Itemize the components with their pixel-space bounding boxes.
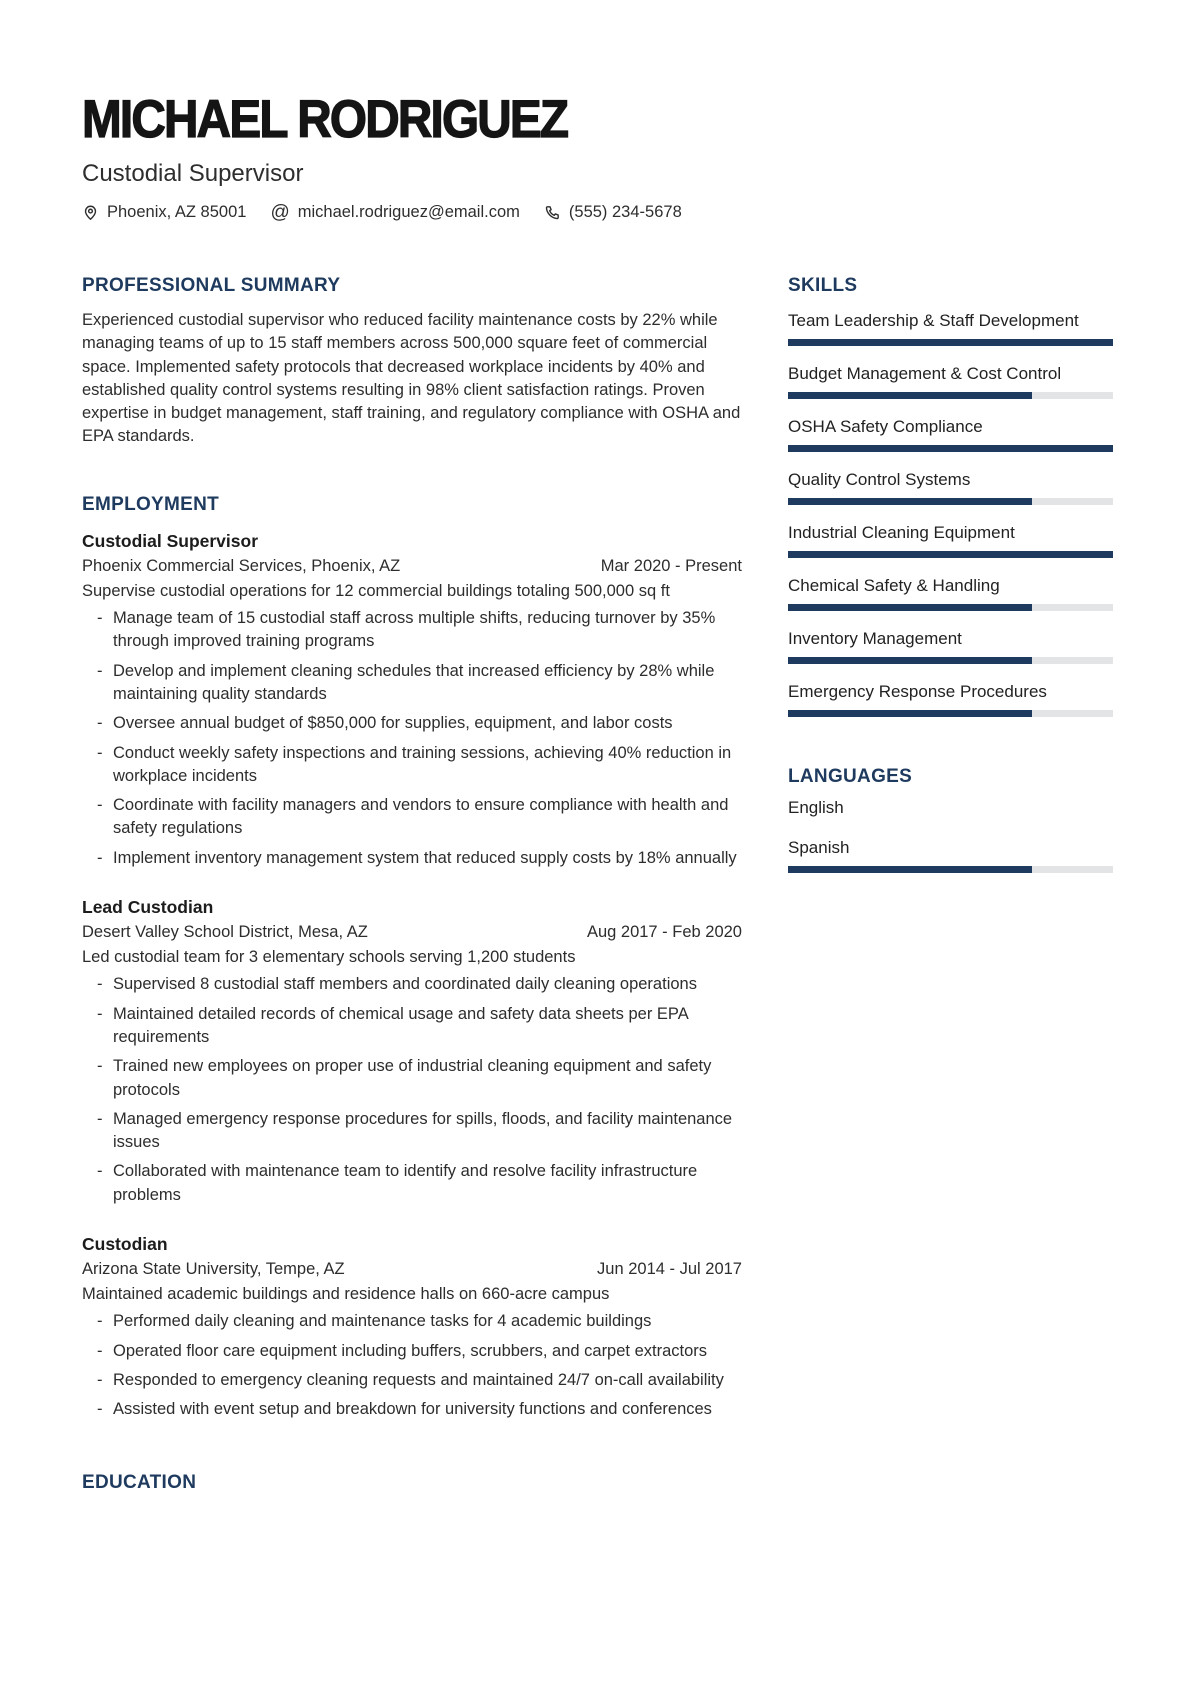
contact-phone-text: (555) 234-5678 bbox=[568, 203, 682, 221]
job-bullet: - Oversee annual budget of $850,000 for supplies, equipment, and labor costs bbox=[82, 712, 742, 735]
languages-heading: LANGUAGES bbox=[788, 766, 913, 787]
job-bullet: - Responded to emergency cleaning requests and maintained 24/7 on-call availability bbox=[82, 1369, 742, 1392]
candidate-name: MICHAEL RODRIGUEZ bbox=[82, 90, 568, 149]
location-pin-icon bbox=[82, 203, 99, 222]
skill-label: Industrial Cleaning Equipment bbox=[788, 523, 1015, 542]
skill-item bbox=[788, 362, 1113, 399]
job-company: Phoenix Commercial Services, Phoenix, AZ bbox=[82, 556, 401, 575]
skill-bar-track bbox=[788, 339, 1113, 346]
job-bullet: - Manage team of 15 custodial staff across multiple shifts, reducing turnover by 35% through improved training programs bbox=[82, 607, 742, 654]
job-bullet: - Maintained detailed records of chemical usage and safety data sheets per EPA requirements bbox=[82, 1003, 742, 1050]
skill-item bbox=[788, 309, 1113, 346]
skill-bar-fill bbox=[788, 710, 1032, 717]
job-bullets bbox=[82, 1310, 742, 1421]
job-bullet: - Trained new employees on proper use of industrial cleaning equipment and safety protocols bbox=[82, 1055, 742, 1102]
skill-item bbox=[788, 521, 1113, 558]
skill-label: Chemical Safety & Handling bbox=[788, 576, 1000, 595]
skills-heading: SKILLS bbox=[788, 275, 858, 296]
sidebar-column bbox=[788, 275, 1113, 1494]
job-bullet: - Supervised 8 custodial staff members and coordinated daily cleaning operations bbox=[82, 973, 742, 996]
job-description: Supervise custodial operations for 12 commercial buildings totaling 500,000 sq ft bbox=[82, 581, 670, 600]
candidate-title: Custodial Supervisor bbox=[82, 160, 304, 187]
contact-location-text: Phoenix, AZ 85001 bbox=[107, 203, 247, 221]
job-description: Maintained academic buildings and residence halls on 660-acre campus bbox=[82, 1285, 610, 1304]
skill-bar-track bbox=[788, 710, 1113, 717]
skill-bar-fill bbox=[788, 604, 1032, 611]
skill-label: Team Leadership & Staff Development bbox=[788, 311, 1079, 330]
skill-item bbox=[788, 574, 1113, 611]
job-bullet: - Managed emergency response procedures for spills, floods, and facility maintenance issues bbox=[82, 1108, 742, 1155]
job-entry bbox=[82, 896, 742, 1207]
skill-label: Budget Management & Cost Control bbox=[788, 364, 1062, 383]
job-title: Custodial Supervisor bbox=[82, 530, 259, 551]
skill-label: Spanish bbox=[788, 838, 850, 857]
job-company: Arizona State University, Tempe, AZ bbox=[82, 1260, 345, 1279]
job-bullet: - Operated floor care equipment including buffers, scrubbers, and carpet extractors bbox=[82, 1340, 742, 1363]
email-at-icon: @ bbox=[270, 201, 290, 223]
skill-bar-fill bbox=[788, 551, 1113, 558]
contact-row bbox=[82, 201, 1113, 223]
skill-label: Quality Control Systems bbox=[788, 470, 971, 489]
job-description: Led custodial team for 3 elementary schools serving 1,200 students bbox=[82, 948, 576, 967]
skill-bar-fill bbox=[788, 657, 1032, 664]
main-column bbox=[82, 275, 742, 1494]
skill-bar-track bbox=[788, 866, 1113, 873]
skill-item bbox=[788, 627, 1113, 664]
employment-heading: EMPLOYMENT bbox=[82, 493, 220, 515]
job-bullet: - Performed daily cleaning and maintenance tasks for 4 academic buildings bbox=[82, 1310, 742, 1333]
skill-item bbox=[788, 468, 1113, 505]
job-dates: Aug 2017 - Feb 2020 bbox=[586, 923, 742, 942]
job-entry bbox=[82, 530, 742, 870]
skill-item bbox=[788, 415, 1113, 452]
skill-bar-track bbox=[788, 445, 1113, 452]
content-columns bbox=[82, 275, 1113, 1494]
skill-label: Emergency Response Procedures bbox=[788, 682, 1047, 701]
resume-header bbox=[82, 92, 1113, 223]
skill-bar-fill bbox=[788, 445, 1113, 452]
skill-label: English bbox=[788, 798, 844, 817]
skill-bar-track bbox=[788, 604, 1113, 611]
job-bullet: - Assisted with event setup and breakdown for university functions and conferences bbox=[82, 1398, 742, 1421]
skill-bar-track bbox=[788, 392, 1113, 399]
phone-icon bbox=[544, 204, 561, 221]
employment-section bbox=[82, 494, 742, 1422]
job-bullet: - Implement inventory management system that reduced supply costs by 18% annually bbox=[82, 847, 742, 870]
job-title: Lead Custodian bbox=[82, 897, 214, 918]
contact-email bbox=[270, 201, 519, 223]
languages-section bbox=[788, 766, 1113, 873]
skill-bar-track bbox=[788, 657, 1113, 664]
language-item bbox=[788, 796, 1113, 819]
job-company: Desert Valley School District, Mesa, AZ bbox=[82, 923, 368, 942]
skill-item bbox=[788, 680, 1113, 717]
jobs-container bbox=[82, 530, 742, 1422]
skill-label: Inventory Management bbox=[788, 629, 962, 648]
contact-email-text: michael.rodriguez@email.com bbox=[297, 203, 520, 221]
skill-label: OSHA Safety Compliance bbox=[788, 417, 983, 436]
job-dates: Mar 2020 - Present bbox=[600, 556, 742, 575]
language-item bbox=[788, 836, 1113, 873]
skills-section bbox=[788, 275, 1113, 717]
skill-bar-fill bbox=[788, 392, 1032, 399]
job-bullet: - Coordinate with facility managers and vendors to ensure compliance with health and safety regulations bbox=[82, 794, 742, 841]
skill-bar-track bbox=[788, 551, 1113, 558]
job-bullet: - Collaborated with maintenance team to identify and resolve facility infrastructure problems bbox=[82, 1160, 742, 1207]
skill-bar-fill bbox=[788, 498, 1032, 505]
job-bullet: - Conduct weekly safety inspections and training sessions, achieving 40% reduction in workplace incidents bbox=[82, 742, 742, 789]
skills-list bbox=[788, 309, 1113, 717]
skill-bar-fill bbox=[788, 866, 1032, 873]
contact-phone bbox=[544, 201, 682, 223]
summary-heading: PROFESSIONAL SUMMARY bbox=[82, 275, 341, 296]
summary-text: Experienced custodial supervisor who reduced facility maintenance costs by 22% while managing teams of up to 15 staff members across 500,000 square feet of commercial space. Implemented safety protocols that decreased workplace incidents by 40% and established quality control systems resulting in 98% client satisfaction ratings. Proven expertise in budget management, staff training, and regulatory compliance with OSHA and EPA standards. bbox=[82, 311, 741, 446]
job-bullets bbox=[82, 607, 742, 870]
skill-bar-fill bbox=[788, 339, 1113, 346]
summary-section bbox=[82, 275, 742, 449]
languages-list bbox=[788, 796, 1113, 873]
job-dates: Jun 2014 - Jul 2017 bbox=[597, 1260, 742, 1279]
job-entry bbox=[82, 1233, 742, 1421]
job-bullets bbox=[82, 973, 742, 1207]
education-section bbox=[82, 1472, 742, 1494]
job-bullet: - Develop and implement cleaning schedules that increased efficiency by 28% while maintaining quality standards bbox=[82, 660, 742, 707]
skill-bar-track bbox=[788, 498, 1113, 505]
education-heading: EDUCATION bbox=[82, 1471, 197, 1493]
job-title: Custodian bbox=[82, 1234, 168, 1255]
contact-location bbox=[82, 201, 246, 223]
